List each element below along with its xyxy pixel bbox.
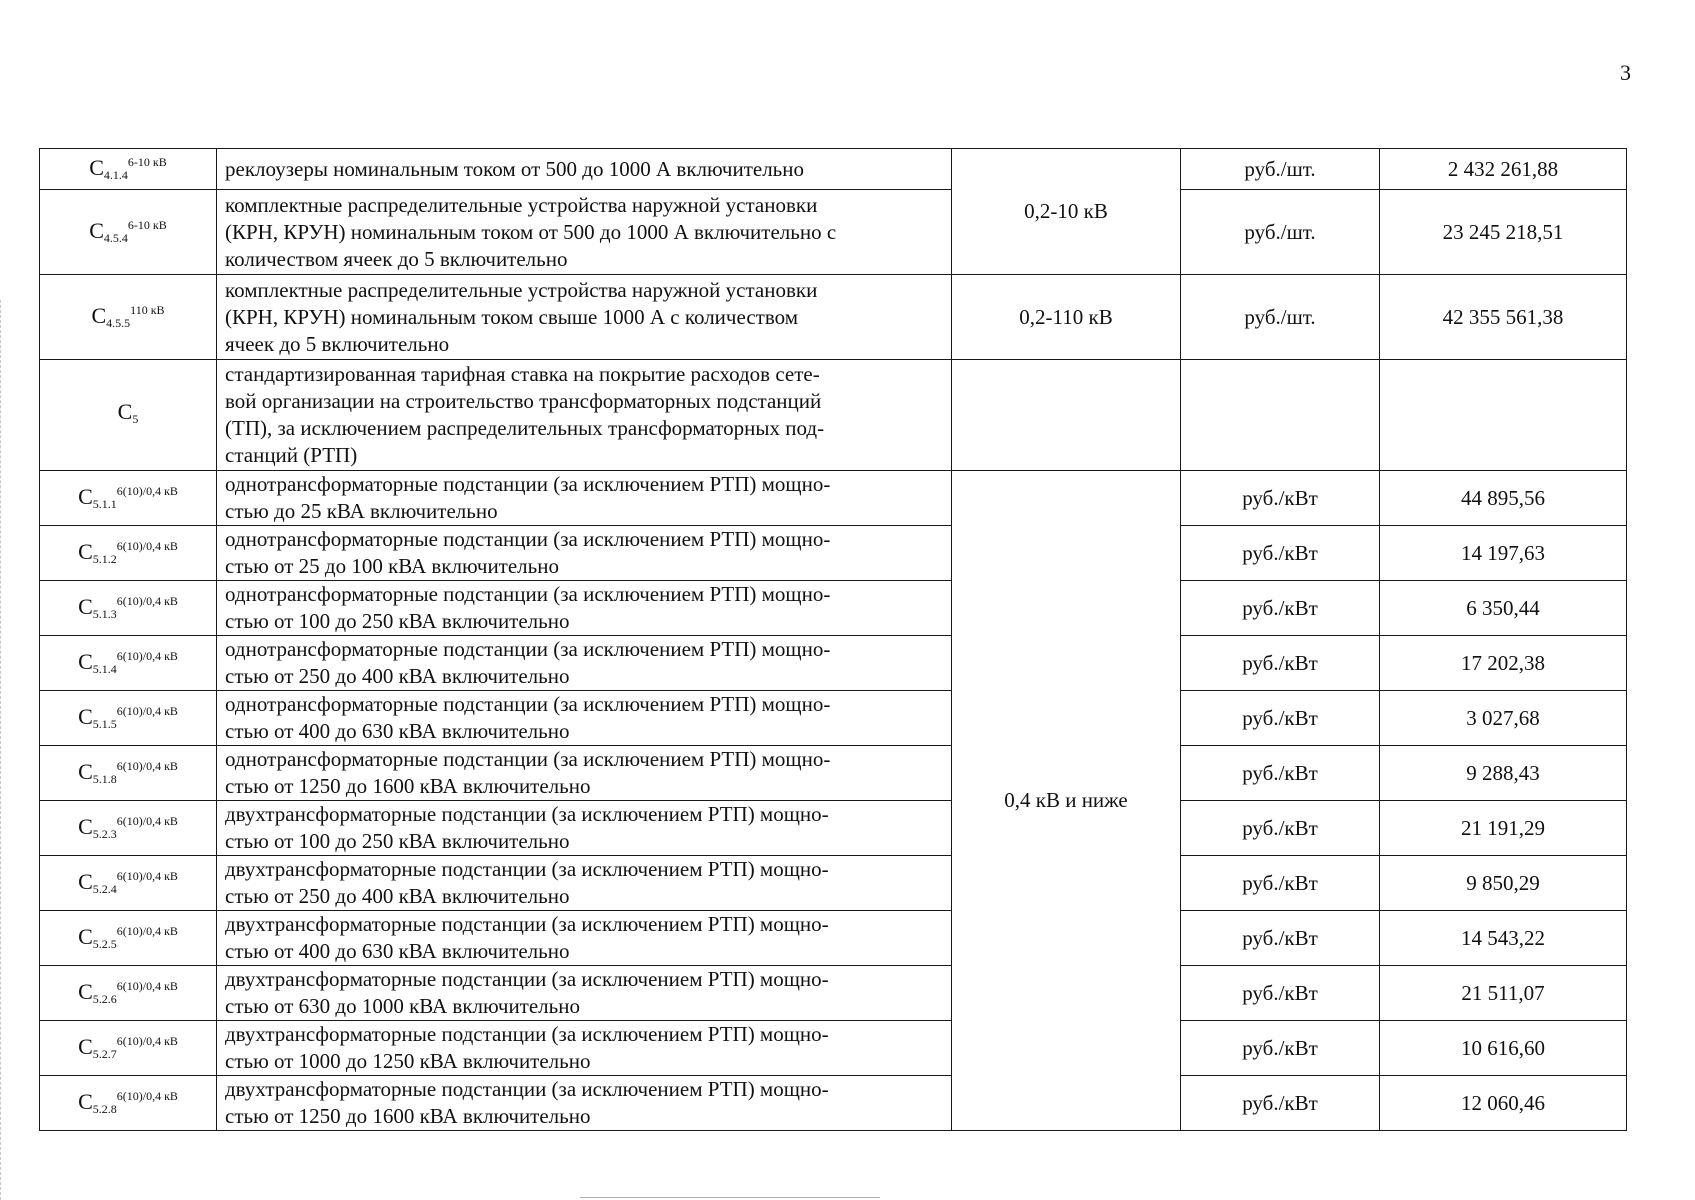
tariff-description — [217, 746, 952, 801]
description-line: ячеек до 5 включительно — [225, 331, 450, 356]
tariff-description — [217, 526, 952, 581]
tariff-code-voltage: 6(10)/0,4 кВ — [116, 704, 178, 718]
tariff-code-index: 5.1.4 — [92, 662, 117, 676]
tariff-description — [217, 581, 952, 636]
tariff-code-voltage: 6(10)/0,4 кВ — [116, 1034, 178, 1048]
tariff-code-index: 5.2.8 — [92, 1102, 117, 1116]
unit-of-measure: руб./кВт — [1181, 691, 1380, 746]
table-row — [40, 275, 1627, 360]
tariff-code-voltage: 6-10 кВ — [127, 155, 167, 169]
description-line: двухтрансформаторные подстанции (за исключением РТП) мощно- — [225, 857, 829, 881]
tariff-code-base: C — [78, 759, 93, 784]
description-line: двухтрансформаторные подстанции (за исключением РТП) мощно- — [225, 802, 829, 826]
voltage-level: 0,2-10 кВ — [952, 149, 1181, 275]
page-number: 3 — [1620, 60, 1631, 85]
description-line: стью от 1000 до 1250 кВА включительно — [225, 1049, 591, 1073]
tariff-code — [40, 190, 217, 275]
description-line: комплектные распределительные устройства наружной установки — [225, 277, 818, 302]
tariff-code-voltage: 110 кВ — [130, 303, 165, 317]
tariff-code — [40, 1076, 217, 1131]
table-row — [40, 801, 1627, 856]
tariff-code — [40, 526, 217, 581]
tariff-code-voltage: 6(10)/0,4 кВ — [116, 759, 178, 773]
tariff-code-base: C — [78, 979, 93, 1004]
tariff-value — [1380, 360, 1627, 471]
description-line: стью от 250 до 400 кВА включительно — [225, 664, 570, 688]
tariff-code-index: 5 — [132, 411, 139, 426]
tariff-code-index: 4.5.5 — [106, 316, 131, 330]
unit-of-measure: руб./кВт — [1181, 1021, 1380, 1076]
tariff-code-voltage: 6(10)/0,4 кВ — [116, 649, 178, 663]
tariff-code-voltage: 6(10)/0,4 кВ — [116, 484, 178, 498]
unit-of-measure: руб./кВт — [1181, 526, 1380, 581]
table-row — [40, 360, 1627, 471]
tariff-code-index: 5.1.1 — [92, 497, 117, 511]
tariff-code-voltage: 6-10 кВ — [127, 218, 167, 232]
scan-artifact-bottom — [580, 1197, 880, 1198]
tariff-code-base: C — [78, 539, 93, 564]
tariff-code-base: C — [78, 649, 93, 674]
tariff-code-base: C — [117, 398, 133, 424]
description-line: количеством ячеек до 5 включительно — [225, 246, 568, 271]
tariff-value: 42 355 561,38 — [1380, 275, 1627, 360]
unit-of-measure — [1181, 360, 1380, 471]
tariff-code-base: C — [78, 484, 93, 509]
tariff-description — [217, 636, 952, 691]
tariff-code-voltage: 6(10)/0,4 кВ — [116, 1089, 178, 1103]
tariff-code-index: 5.2.3 — [92, 827, 117, 841]
scan-artifact-left — [0, 300, 4, 1200]
unit-of-measure: руб./шт. — [1181, 149, 1380, 190]
description-line: однотрансформаторные подстанции (за исключением РТП) мощно- — [225, 527, 831, 551]
table-row — [40, 691, 1627, 746]
description-line: однотрансформаторные подстанции (за исключением РТП) мощно- — [225, 472, 831, 496]
description-line: стью от 1250 до 1600 кВА включительно — [225, 1104, 591, 1128]
tariff-table — [39, 148, 1627, 1131]
tariff-code-voltage: 6(10)/0,4 кВ — [116, 539, 178, 553]
table-row — [40, 911, 1627, 966]
tariff-code-base: C — [78, 814, 93, 839]
tariff-value: 3 027,68 — [1380, 691, 1627, 746]
tariff-code — [40, 746, 217, 801]
table-row — [40, 636, 1627, 691]
tariff-description — [217, 471, 952, 526]
table-row — [40, 581, 1627, 636]
tariff-code-index: 5.1.3 — [92, 607, 117, 621]
description-line: стью от 250 до 400 кВА включительно — [225, 884, 570, 908]
tariff-code-index: 5.2.5 — [92, 937, 117, 951]
description-line: (КРН, КРУН) номинальным током от 500 до 1000 А включительно с — [225, 219, 837, 244]
tariff-value: 21 511,07 — [1380, 966, 1627, 1021]
tariff-description — [217, 691, 952, 746]
description-line: (ТП), за исключением распределительных трансформаторных под- — [225, 416, 825, 440]
tariff-code-base: C — [78, 924, 93, 949]
tariff-code-index: 5.1.8 — [92, 772, 117, 786]
tariff-code-voltage: 6(10)/0,4 кВ — [116, 594, 178, 608]
description-line: стью от 25 до 100 кВА включительно — [225, 554, 559, 578]
tariff-value: 10 616,60 — [1380, 1021, 1627, 1076]
tariff-description — [217, 966, 952, 1021]
tariff-code — [40, 1021, 217, 1076]
tariff-description — [217, 149, 952, 190]
unit-of-measure: руб./кВт — [1181, 581, 1380, 636]
tariff-code — [40, 911, 217, 966]
tariff-description — [217, 801, 952, 856]
description-line: стандартизированная тарифная ставка на покрытие расходов сете- — [225, 362, 820, 386]
voltage-level: 0,2-110 кВ — [952, 275, 1181, 360]
tariff-value: 9 288,43 — [1380, 746, 1627, 801]
description-line: стью от 400 до 630 кВА включительно — [225, 939, 570, 963]
voltage-level: 0,4 кВ и ниже — [952, 471, 1181, 1131]
tariff-value: 44 895,56 — [1380, 471, 1627, 526]
tariff-description — [217, 275, 952, 360]
tariff-value: 6 350,44 — [1380, 581, 1627, 636]
tariff-code — [40, 471, 217, 526]
tariff-code-index: 5.2.4 — [92, 882, 117, 896]
description-line: однотрансформаторные подстанции (за исключением РТП) мощно- — [225, 747, 831, 771]
unit-of-measure: руб./кВт — [1181, 911, 1380, 966]
tariff-code — [40, 275, 217, 360]
tariff-code-index: 4.5.4 — [103, 231, 128, 245]
description-line: стью от 100 до 250 кВА включительно — [225, 609, 570, 633]
unit-of-measure: руб./кВт — [1181, 636, 1380, 691]
description-line: однотрансформаторные подстанции (за исключением РТП) мощно- — [225, 692, 831, 716]
tariff-code — [40, 966, 217, 1021]
tariff-table-body — [40, 149, 1627, 1131]
tariff-code-voltage: 6(10)/0,4 кВ — [116, 869, 178, 883]
tariff-value: 12 060,46 — [1380, 1076, 1627, 1131]
tariff-code — [40, 360, 217, 471]
description-line: однотрансформаторные подстанции (за исключением РТП) мощно- — [225, 582, 831, 606]
tariff-code-voltage: 6(10)/0,4 кВ — [116, 979, 178, 993]
table-row — [40, 746, 1627, 801]
table-row — [40, 1021, 1627, 1076]
table-row — [40, 1076, 1627, 1131]
unit-of-measure: руб./шт. — [1181, 275, 1380, 360]
description-line: стью от 630 до 1000 кВА включительно — [225, 994, 580, 1018]
tariff-code-base: C — [78, 1034, 93, 1059]
tariff-description — [217, 190, 952, 275]
description-line: станций (РТП) — [225, 443, 358, 467]
tariff-code — [40, 636, 217, 691]
tariff-code — [40, 801, 217, 856]
description-line: двухтрансформаторные подстанции (за исключением РТП) мощно- — [225, 912, 829, 936]
tariff-code-index: 5.2.7 — [92, 1047, 117, 1061]
description-line: двухтрансформаторные подстанции (за исключением РТП) мощно- — [225, 1022, 829, 1046]
tariff-code-base: C — [78, 869, 93, 894]
tariff-code-index: 5.2.6 — [92, 992, 117, 1006]
tariff-description — [217, 911, 952, 966]
table-row — [40, 190, 1627, 275]
description-line: двухтрансформаторные подстанции (за исключением РТП) мощно- — [225, 967, 829, 991]
description-line: реклоузеры номинальным током от 500 до 1000 А включительно — [225, 156, 804, 181]
unit-of-measure: руб./кВт — [1181, 1076, 1380, 1131]
tariff-value: 14 543,22 — [1380, 911, 1627, 966]
tariff-code-index: 4.1.4 — [103, 168, 128, 182]
tariff-code-voltage: 6(10)/0,4 кВ — [116, 814, 178, 828]
description-line: стью от 400 до 630 кВА включительно — [225, 719, 570, 743]
unit-of-measure: руб./кВт — [1181, 471, 1380, 526]
table-row — [40, 149, 1627, 190]
tariff-value: 17 202,38 — [1380, 636, 1627, 691]
description-line: стью до 25 кВА включительно — [225, 499, 498, 523]
tariff-code-voltage: 6(10)/0,4 кВ — [116, 924, 178, 938]
voltage-level — [952, 360, 1181, 471]
tariff-description — [217, 1021, 952, 1076]
tariff-description — [217, 856, 952, 911]
description-line: комплектные распределительные устройства наружной установки — [225, 192, 818, 217]
unit-of-measure: руб./кВт — [1181, 966, 1380, 1021]
description-line: вой организации на строительство трансформаторных подстанций — [225, 389, 822, 413]
description-line: стью от 100 до 250 кВА включительно — [225, 829, 570, 853]
tariff-value: 14 197,63 — [1380, 526, 1627, 581]
tariff-code-base: C — [89, 155, 104, 180]
table-row — [40, 856, 1627, 911]
description-line: однотрансформаторные подстанции (за исключением РТП) мощно- — [225, 637, 831, 661]
table-row — [40, 471, 1627, 526]
tariff-value: 9 850,29 — [1380, 856, 1627, 911]
tariff-value: 21 191,29 — [1380, 801, 1627, 856]
description-line: (КРН, КРУН) номинальным током свыше 1000 А с количеством — [225, 304, 798, 329]
table-row — [40, 966, 1627, 1021]
tariff-code-base: C — [78, 704, 93, 729]
tariff-code-index: 5.1.5 — [92, 717, 117, 731]
description-line: стью от 1250 до 1600 кВА включительно — [225, 774, 591, 798]
unit-of-measure: руб./кВт — [1181, 801, 1380, 856]
tariff-code — [40, 691, 217, 746]
tariff-code-base: C — [91, 303, 107, 328]
description-line: двухтрансформаторные подстанции (за исключением РТП) мощно- — [225, 1077, 829, 1101]
tariff-value: 23 245 218,51 — [1380, 190, 1627, 275]
unit-of-measure: руб./шт. — [1181, 190, 1380, 275]
tariff-code-base: C — [78, 594, 93, 619]
tariff-code-index: 5.1.2 — [92, 552, 117, 566]
unit-of-measure: руб./кВт — [1181, 856, 1380, 911]
tariff-code — [40, 856, 217, 911]
tariff-value: 2 432 261,88 — [1380, 149, 1627, 190]
tariff-code — [40, 149, 217, 190]
tariff-code-base: C — [89, 218, 104, 243]
tariff-description — [217, 1076, 952, 1131]
tariff-description — [217, 360, 952, 471]
tariff-code-base: C — [78, 1089, 93, 1114]
unit-of-measure: руб./кВт — [1181, 746, 1380, 801]
tariff-code — [40, 581, 217, 636]
table-row — [40, 526, 1627, 581]
